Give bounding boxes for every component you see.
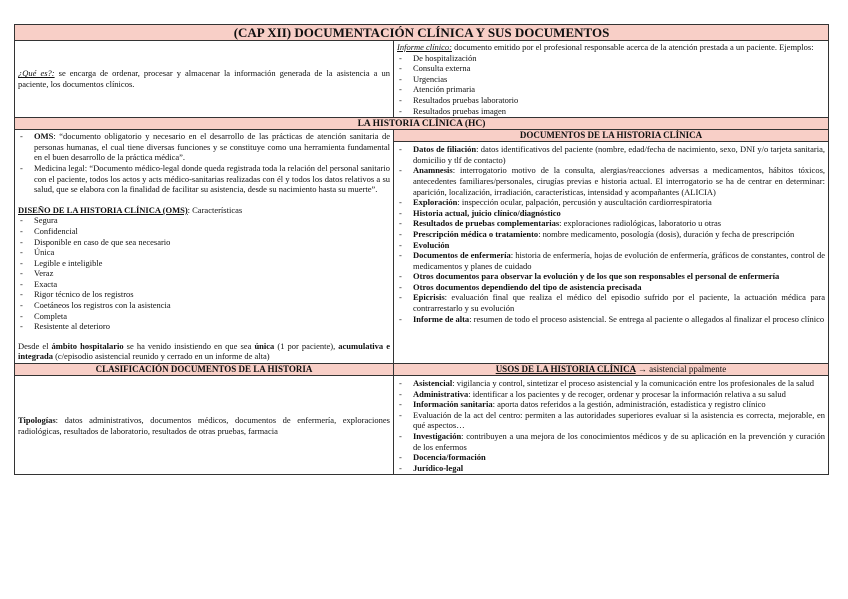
definitions-list (18, 131, 390, 195)
list-item: - Legible e inteligible (18, 258, 390, 269)
list-item: - Coetáneos los registros con la asistencia (18, 300, 390, 311)
informe-cell (394, 41, 828, 117)
list-item: - Administrativa: identificar a los pacientes y de recoger, ordenar y procesar la información relativa a su salud (397, 389, 825, 400)
que-es-text: se encarga de ordenar, procesar y almacenar la información generada de la asistencia a un paciente, los documentos clínicos. (18, 68, 390, 90)
definition-medicina-legal: - Medicina legal: “Documento médico-legal donde queda registrada toda la relación del personal sanitario con el paciente, todos los actos y acts médico-sanitarias realizadas con él y todos los datos relativos a su salud, que se elabora con la finalidad de facilitar su asistencia, desde su nacimiento hasta su muerte”. (18, 163, 390, 195)
informe-text: documento emitido por el profesional responsable acerca de la atención prestada a un paciente. Ejemplos: (452, 42, 814, 52)
list-item: - Resultados pruebas laboratorio (397, 95, 825, 106)
intro-row (15, 41, 828, 118)
clasificacion-cell (15, 364, 394, 474)
hc-definitions-cell (15, 130, 394, 363)
list-item: - Rigor técnico de los registros (18, 289, 390, 300)
que-es-paragraph (18, 68, 390, 89)
list-item: - Evolución (397, 240, 825, 251)
usos-cell (394, 364, 828, 474)
informe-paragraph (397, 42, 825, 53)
list-item: - Resultados pruebas imagen (397, 106, 825, 117)
clasificacion-row (15, 364, 828, 474)
informe-label: Informe clínico: (397, 42, 452, 52)
document-table (14, 24, 829, 475)
list-item: - Información sanitaria: aporta datos referidos a la gestión, administración, estadística y registro clínico (397, 399, 825, 410)
list-item: - Atención primaria (397, 84, 825, 95)
list-item: - Segura (18, 215, 390, 226)
list-item: - Docencia/formación (397, 452, 825, 463)
list-item: - Exacta (18, 279, 390, 290)
list-item: - Investigación: contribuyen a una mejora de los conocimientos médicos y de su aplicación en la prevención y curación de los enfermos (397, 431, 825, 452)
documentos-cell (394, 130, 828, 363)
documentos-title: DOCUMENTOS DE LA HISTORIA CLÍNICA (394, 130, 828, 142)
diseno-heading: DISEÑO DE LA HISTORIA CLÍNICA (OMS): Características (18, 204, 243, 215)
que-es-cell (15, 41, 394, 117)
usos-list (397, 378, 825, 473)
list-item: - Anamnesis: interrogatorio motivo de la consulta, alergias/reacciones adversas a medicamentos, hábitos tóxicos, antecedentes familiares/personales, cirugías previas e historia actual. El interrogatorio se ha de centrar en determinar: aparición, localización, irradiación, características, intensidad y acompañantes (ALICIA) (397, 165, 825, 197)
tipologias-paragraph: Tipologías: datos administrativos, documentos médicos, documentos de enfermería, exploraciones radiológicas, resultados de laboratorio, resultados de otras pruebas, farmacia (18, 415, 390, 436)
list-item: - Evaluación de la act del centro: permiten a las autoridades superiores evaluar si la asistencia es correcta, mejorable, en qué aspectos… (397, 410, 825, 431)
clasificacion-body (18, 378, 390, 473)
list-item: - Resistente al deterioro (18, 321, 390, 332)
list-item: - Consulta externa (397, 63, 825, 74)
list-item: - Exploración: inspección ocular, palpación, percusión y auscultación cardiorrespiratoria (397, 197, 825, 208)
list-item: - Documentos de enfermería: historia de enfermería, hojas de evolución de enfermería, gráficos de constantes, control de medicamentos y planes de cuidado (397, 250, 825, 271)
usos-title: USOS DE LA HISTORIA CLÍNICA → asistencial ppalmente (394, 364, 828, 376)
list-item: - Asistencial: vigilancia y control, sintetizar el proceso asistencial y la comunicación entre los profesionales de la salud (397, 378, 825, 389)
list-item: - Epicrisis: evaluación final que realiza el médico del episodio sufrido por el paciente, la actuación médica para contrarrestarlo y su evolución (397, 292, 825, 313)
list-item: - Disponible en caso de que sea necesario (18, 237, 390, 248)
document-title: (CAP XII) DOCUMENTACIÓN CLÍNICA Y SUS DOCUMENTOS (15, 25, 828, 41)
definition-oms: - OMS: “documento obligatorio y necesario en el desarrollo de las prácticas de atención sanitaria de personas humanas, el cual tiene diversas funciones y se constituye como una herramienta fundamental en el buen desarrollo de la práctica médica”. (18, 131, 390, 163)
list-item: - Datos de filiación: datos identificativos del paciente (nombre, edad/fecha de nacimiento, sexo, DNI y/o tarjeta sanitaria, domicilio y tlf de contacto) (397, 144, 825, 165)
list-item: - Otros documentos dependiendo del tipo de asistencia precisada (397, 282, 825, 293)
list-item: - Otros documentos para observar la evolución y de los que son responsables el personal de enfermería (397, 271, 825, 282)
list-item: - Jurídico-legal (397, 463, 825, 474)
caracteristicas-list (18, 215, 390, 332)
informe-list (397, 53, 825, 117)
hc-row (15, 130, 828, 364)
list-item: - Confidencial (18, 226, 390, 237)
list-item: - Prescripción médica o tratamiento: nombre medicamento, posología (dosis), duración y fecha de prescripción (397, 229, 825, 240)
list-item: - Completa (18, 311, 390, 322)
que-es-label: ¿Qué es?: (18, 68, 55, 79)
list-item: - Veraz (18, 268, 390, 279)
list-item: - Única (18, 247, 390, 258)
clasificacion-title: CLASIFICACIÓN DOCUMENTOS DE LA HISTORIA (15, 364, 393, 376)
list-item: - De hospitalización (397, 53, 825, 64)
documentos-list (397, 144, 825, 324)
list-item: - Informe de alta: resumen de todo el proceso asistencial. Se entrega al paciente o allegados al finalizar el proceso clínico (397, 314, 825, 325)
list-item: - Resultados de pruebas complementarias: exploraciones radiológicas, laboratorio u otras (397, 218, 825, 229)
ambito-paragraph: Desde el ámbito hospitalario se ha venido insistiendo en que sea única (1 por paciente), acumulativa e integrada (c/episodio asistencial reunido y cerrado en un informe de alta) (18, 340, 390, 362)
hc-section-title: LA HISTORIA CLÍNICA (HC) (15, 118, 828, 130)
list-item: - Historia actual, juicio clínico/diagnóstico (397, 208, 825, 219)
list-item: - Urgencias (397, 74, 825, 85)
